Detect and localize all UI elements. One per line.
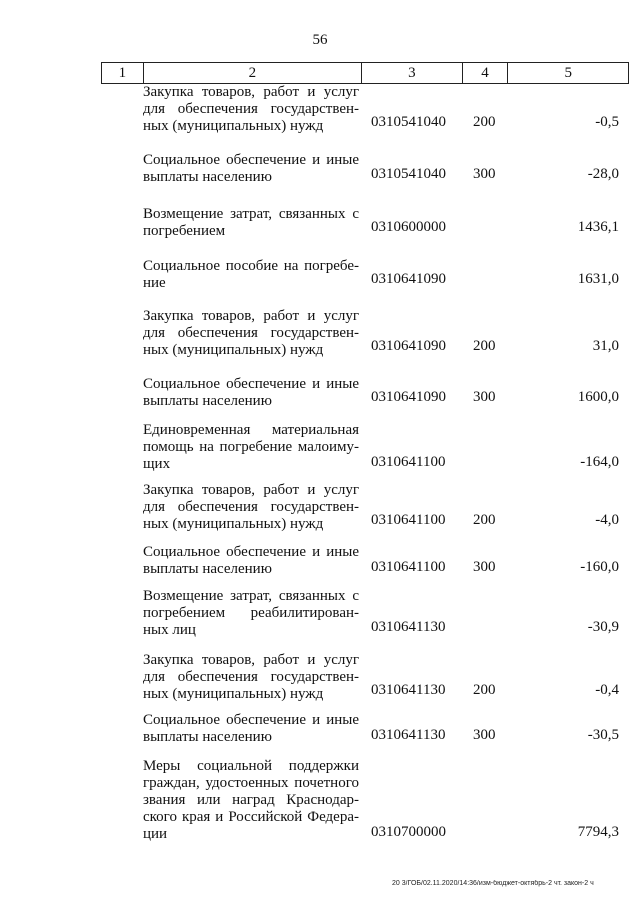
row-vr: 200: [473, 512, 496, 528]
row-name: Меры социальной поддержки граждан, удостоенных почетного звания или наград Краснодар-ского края и Российской Федера-ции: [143, 758, 359, 842]
row-code: 0310641090: [371, 389, 446, 405]
row-amount: -0,4: [595, 682, 619, 698]
table-row: [143, 84, 629, 148]
table-row: [143, 152, 629, 192]
row-vr: 300: [473, 727, 496, 743]
row-name: Социальное обеспечение и иные выплаты населению: [143, 544, 359, 577]
row-code: 0310600000: [371, 219, 446, 235]
row-name: Социальное пособие на погребе-ние: [143, 258, 359, 291]
table-row: [143, 588, 629, 652]
row-code: 0310641130: [371, 727, 446, 743]
row-code: 0310641130: [371, 682, 446, 698]
table-row: [143, 308, 629, 372]
row-amount: 1600,0: [577, 389, 619, 405]
row-amount: -160,0: [580, 559, 619, 575]
row-code: 0310641090: [371, 271, 446, 287]
row-name: Социальное обеспечение и иные выплаты населению: [143, 712, 359, 745]
header-col-5: 5: [564, 65, 572, 81]
row-amount: 1436,1: [577, 219, 619, 235]
table-row: [143, 206, 629, 246]
row-vr: 300: [473, 389, 496, 405]
table-row: [143, 652, 629, 716]
row-name: Закупка товаров, работ и услуг для обеспечения государствен-ных (муниципальных) нужд: [143, 308, 359, 358]
row-name: Социальное обеспечение и иные выплаты населению: [143, 376, 359, 409]
document-footer: 20 3/ГОБ/02.11.2020/14:36/изм-бюджет-октябрь-2 чт. закон-2 ч: [392, 880, 594, 887]
table-row: [143, 376, 629, 416]
row-amount: -4,0: [595, 512, 619, 528]
header-col-3: 3: [362, 63, 463, 83]
header-col-4: 4: [463, 63, 509, 83]
header-col-1: 1: [102, 63, 144, 83]
header-col-2: 2: [144, 63, 362, 83]
row-amount: -0,5: [595, 114, 619, 130]
row-code: 0310641090: [371, 338, 446, 354]
row-amount: -30,9: [587, 619, 619, 635]
row-amount: 7794,3: [577, 824, 619, 840]
row-code: 0310541040: [371, 166, 446, 182]
row-vr: 200: [473, 114, 496, 130]
row-code: 0310641100: [371, 454, 446, 470]
row-vr: 300: [473, 559, 496, 575]
row-code: 0310641130: [371, 619, 446, 635]
row-amount: -164,0: [580, 454, 619, 470]
row-code: 0310541040: [371, 114, 446, 130]
table-header: [101, 62, 629, 84]
row-amount: 31,0: [592, 338, 619, 354]
table-row: [143, 758, 629, 858]
row-amount: -28,0: [587, 166, 619, 182]
table-row: [143, 482, 629, 546]
row-amount: -30,5: [587, 727, 619, 743]
row-name: Единовременная материальная помощь на погребение малоиму-щих: [143, 422, 359, 472]
row-name: Возмещение затрат, связанных с погребением реабилитирован-ных лиц: [143, 588, 359, 638]
table-row: [143, 544, 629, 584]
table-row: [143, 258, 629, 298]
row-name: Закупка товаров, работ и услуг для обеспечения государствен-ных (муниципальных) нужд: [143, 482, 359, 532]
table-row: [143, 422, 629, 486]
row-vr: 200: [473, 682, 496, 698]
row-name: Закупка товаров, работ и услуг для обеспечения государствен-ных (муниципальных) нужд: [143, 652, 359, 702]
row-vr: 300: [473, 166, 496, 182]
page-number: 56: [312, 32, 328, 48]
table-row: [143, 712, 629, 752]
row-name: Возмещение затрат, связанных с погребением: [143, 206, 359, 239]
row-code: 0310700000: [371, 824, 446, 840]
row-amount: 1631,0: [577, 271, 619, 287]
row-name: Закупка товаров, работ и услуг для обеспечения государствен-ных (муниципальных) нужд: [143, 84, 359, 134]
row-vr: 200: [473, 338, 496, 354]
row-code: 0310641100: [371, 512, 446, 528]
row-name: Социальное обеспечение и иные выплаты населению: [143, 152, 359, 185]
row-code: 0310641100: [371, 559, 446, 575]
